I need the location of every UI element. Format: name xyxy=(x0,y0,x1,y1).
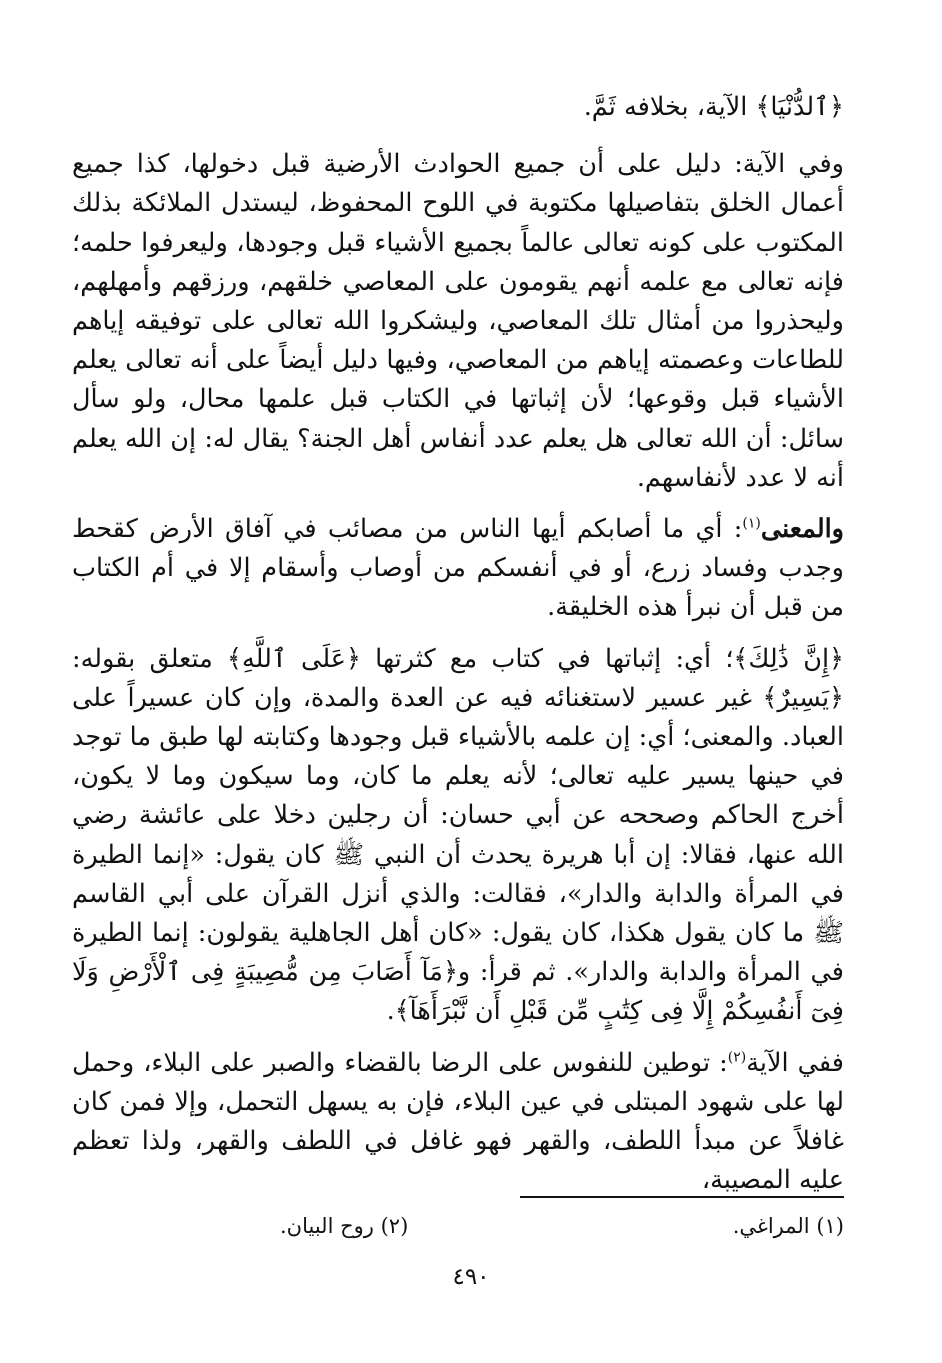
footnote-2: (٢) روح البيان. xyxy=(280,1214,409,1238)
paragraph-4: ﴿إِنَّ ذَٰلِكَ﴾؛ أي: إثباتها في كتاب مع كثرتها ﴿عَلَى ٱللَّهِ﴾ متعلق بقوله: ﴿يَسِيرٌ﴾ غير عسير لاستغنائه فيه عن العدة والمدة، وإن كان عسيراً على العباد. والمعنى؛ أي: إن علمه بالأشياء قبل وجودها وكتابته لها طبق ما توجد في حينها يسير عليه تعالى؛ لأنه يعلم ما كان، وما سيكون وما لا يكون، أخرج الحاكم وصححه عن أبي حسان: أن رجلين دخلا على عائشة رضي الله عنها، فقالا: إن أبا هريرة يحدث أن النبي ﷺ كان يقول: «إنما الطيرة في المرأة والدابة والدار»، فقالت: والذي أنزل القرآن على أبي القاسم ﷺ ما كان يقول هكذا، كان يقول: «كان أهل الجاهلية يقولون: إنما الطيرة في المرأة والدابة والدار». ثم قرأ: و﴿مَآ أَصَابَ مِن مُّصِيبَةٍ فِى ٱلْأَرْضِ وَلَا فِىٓ أَنفُسِكُمْ إِلَّا فِى كِتَٰبٍ مِّن قَبْلِ أَن نَّبْرَأَهَآ﴾. xyxy=(72,643,845,1027)
paragraph-3 xyxy=(72,510,844,628)
paragraph-5-lead: ففي الآية xyxy=(746,1047,844,1078)
page-number: ٤٩٠ xyxy=(452,1264,490,1290)
page-body xyxy=(72,88,844,1200)
paragraph-3-text: : أي ما أصابكم أيها الناس من مصائب في آفاق الأرض كقحط وجدب وفساد زرع، أو في أنفسكم من أوصاب وأسقام إلا في أم الكتاب من قبل أن نبرأ هذه الخليقة. xyxy=(72,514,844,623)
footnote-ref-2: (٢) xyxy=(727,1049,747,1066)
paragraph-3-lead: والمعنى xyxy=(760,514,844,545)
footnotes xyxy=(280,1211,844,1241)
paragraph-1: ﴿ٱلدُّنْيَا﴾ الآية، بخلافه ثَمَّ. xyxy=(583,92,844,122)
footnote-1: (١) المراغي. xyxy=(732,1214,844,1238)
paragraph-5 xyxy=(72,1044,844,1201)
footnote-ref-1: (١) xyxy=(742,515,761,532)
footnote-separator xyxy=(520,1196,844,1198)
paragraph-5-text: : توطين للنفوس على الرضا بالقضاء والصبر على البلاء، وحمل لها على شهود المبتلى في عين البلاء، فإن به يسهل التحمل، وإلا فمن كان غافلاً عن مبدأ اللطف، والقهر فهو غافل في اللطف والقهر، ولذا تعظم عليه المصيبة، xyxy=(72,1047,844,1196)
paragraph-2: وفي الآية: دليل على أن جميع الحوادث الأرضية قبل دخولها، كذا جميع أعمال الخلق بتفاصيلها مكتوبة في اللوح المحفوظ، ليستدل الملائكة بذلك المكتوب على كونه تعالى عالماً بجميع الأشياء قبل وجودها، وليعرفوا حلمه؛ فإنه تعالى مع علمه أنهم يقومون على المعاصي خلقهم، ورزقهم وأمهلهم، وليحذروا من أمثال تلك المعاصي، وليشكروا الله تعالى على توفيقه إياهم للطاعات وعصمته إياهم من المعاصي، وفيها دليل أيضاً على أنه تعالى يعلم الأشياء قبل وقوعها؛ لأن إثباتها في الكتاب قبل علمها محال، ولو سأل سائل: أن الله تعالى هل يعلم عدد أنفاس أهل الجنة؟ يقال له: إن الله يعلم أنه لا عدد لأنفاسهم. xyxy=(72,149,844,493)
